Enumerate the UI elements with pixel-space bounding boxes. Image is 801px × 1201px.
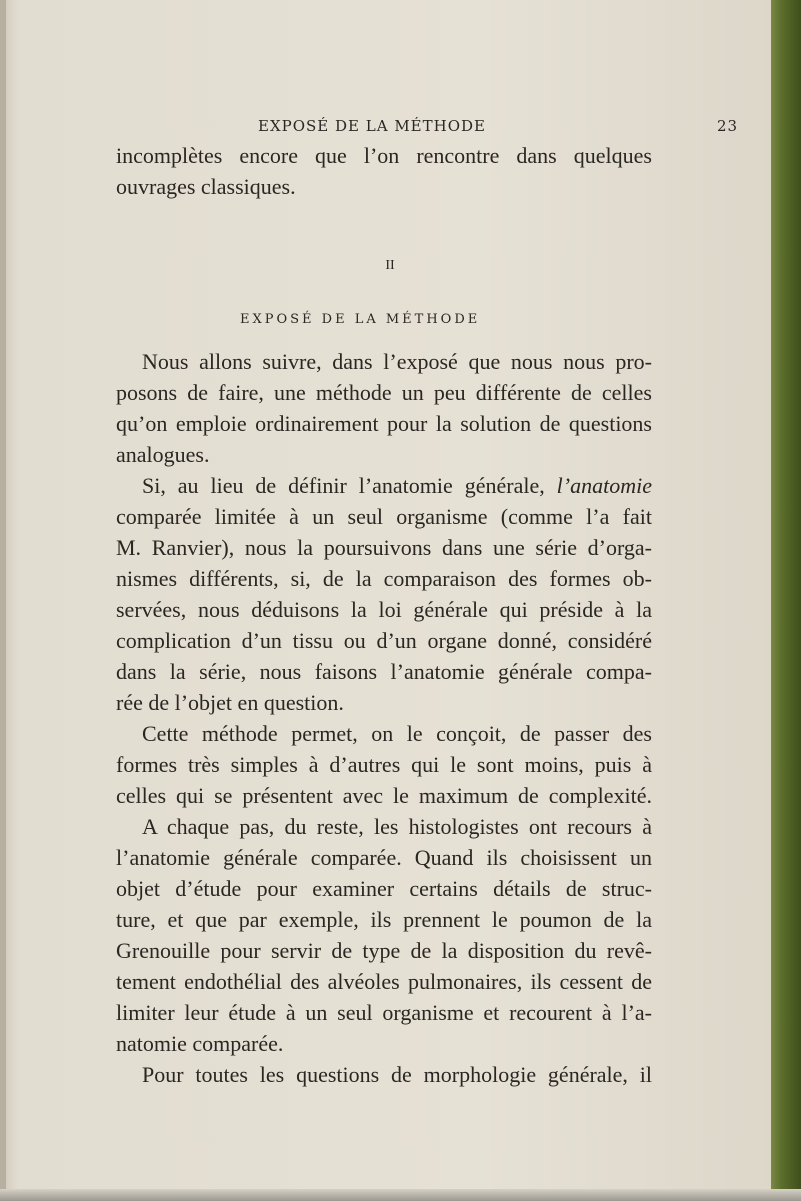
text-line: complication d’un tissu ou d’un organe donné, considéré (116, 628, 652, 653)
text-line: natomie comparée. (116, 1031, 284, 1056)
text-line: formes très simples à d’autres qui le sont moins, puis à (116, 752, 652, 777)
text-line: Si, au lieu de définir l’anatomie générale, l’anatomie (142, 473, 652, 498)
text-line: comparée limitée à un seul organisme (comme l’a fait (116, 504, 652, 529)
page-number: 23 (717, 117, 739, 135)
text-line: Grenouille pour servir de type de la disposition du revê- (116, 938, 652, 963)
text-line: Cette méthode permet, on le conçoit, de passer des (142, 721, 652, 746)
text-line: rée de l’objet en question. (116, 690, 344, 715)
intro-paragraph (116, 140, 652, 202)
text-line: dans la série, nous faisons l’anatomie générale compa- (116, 659, 652, 684)
section-title: EXPOSÉ DE LA MÉTHODE (240, 312, 481, 327)
text-line: posons de faire, une méthode un peu différente de celles (116, 380, 652, 405)
page-left-edge (0, 0, 6, 1201)
text-line: l’anatomie générale comparée. Quand ils choisissent un (116, 845, 652, 870)
text-line: servées, nous déduisons la loi générale qui préside à la (116, 597, 652, 622)
text-line: A chaque pas, du reste, les histologistes ont recours à (142, 814, 652, 839)
text-line: ture, et que par exemple, ils prennent le poumon de la (116, 907, 652, 932)
text-line: limiter leur étude à un seul organisme et recourent à l’a- (116, 1000, 652, 1025)
text-line: ouvrages classiques. (116, 174, 296, 199)
section-number: II (385, 258, 395, 273)
text-line: celles qui se présentent avec le maximum de complexité. (116, 783, 652, 808)
text-line: tement endothélial des alvéoles pulmonaires, ils cessent de (116, 969, 652, 994)
running-header-title: EXPOSÉ DE LA MÉTHODE (258, 117, 486, 135)
text-line: analogues. (116, 442, 210, 467)
text-line: M. Ranvier), nous la poursuivons dans une série d’orga- (116, 535, 652, 560)
page-bottom-edge (0, 1189, 801, 1201)
text-line: objet d’étude pour examiner certains détails de struc- (116, 876, 652, 901)
text-line: Nous allons suivre, dans l’exposé que nous nous pro- (142, 349, 652, 374)
text-line: qu’on emploie ordinairement pour la solution de questions (116, 411, 652, 436)
text-line: nismes différents, si, de la comparaison des formes ob- (116, 566, 652, 591)
text-line: Pour toutes les questions de morphologie générale, il (142, 1062, 652, 1087)
body-text (116, 346, 652, 1090)
book-cover-edge (771, 0, 801, 1201)
text-line: incomplètes encore que l’on rencontre dans quelques (116, 143, 652, 168)
